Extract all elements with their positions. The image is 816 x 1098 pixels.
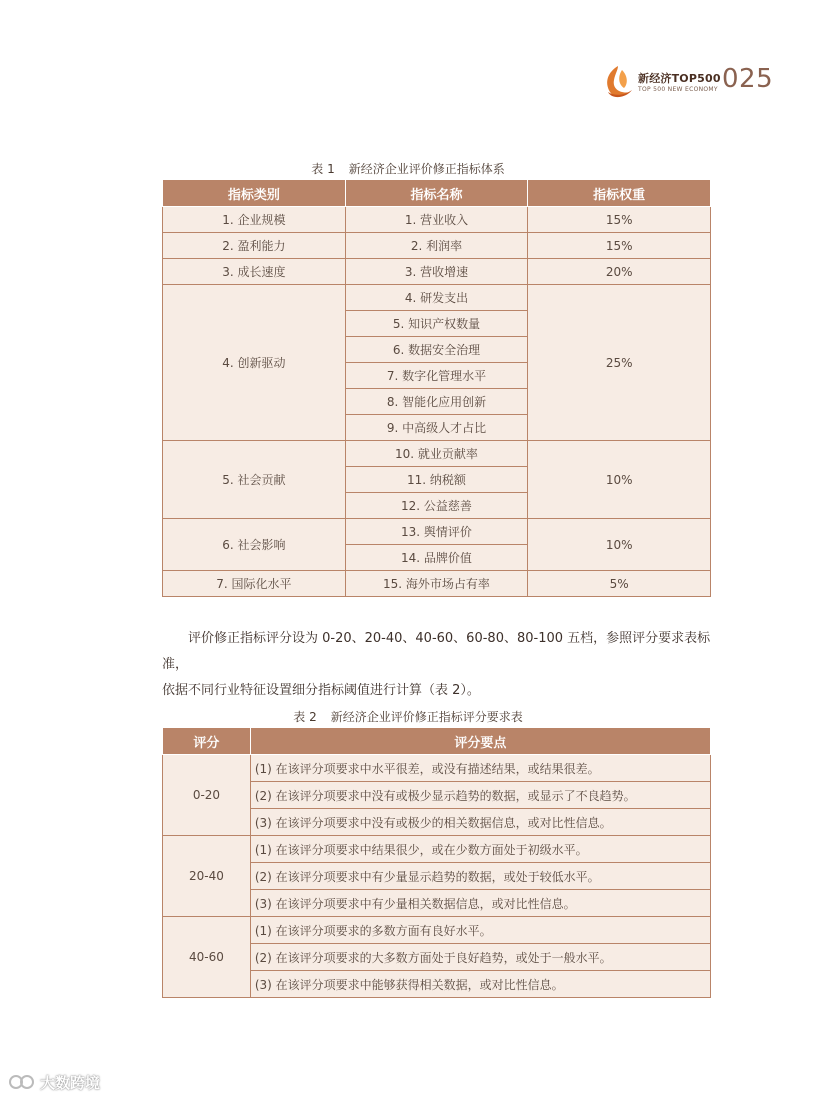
table-row bbox=[163, 441, 711, 467]
table-row bbox=[163, 285, 711, 311]
indicator-weight: 10% bbox=[528, 441, 711, 519]
table1-caption-title: 新经济企业评价修正指标体系 bbox=[348, 162, 505, 176]
watermark-text: 大数跨境 bbox=[40, 1074, 101, 1092]
column-header: 指标类别 bbox=[163, 180, 346, 207]
paragraph-line: 评价修正指标评分设为 0-20、20-40、40-60、60-80、80-100 五档，参照评分要求表标准， bbox=[162, 631, 711, 672]
scoring-point: (3) 在该评分项要求中能够获得相关数据，或对比性信息。 bbox=[250, 971, 710, 998]
indicator-category: 2. 盈利能力 bbox=[163, 233, 346, 259]
scoring-point: (3) 在该评分项要求中没有或极少的相关数据信息，或对比性信息。 bbox=[250, 809, 710, 836]
scoring-point: (1) 在该评分项要求的多数方面有良好水平。 bbox=[250, 917, 710, 944]
table-row bbox=[163, 571, 711, 597]
brand-name: 新经济TOP500 bbox=[638, 72, 721, 85]
indicator-name: 15. 海外市场占有率 bbox=[345, 571, 528, 597]
indicator-system-table bbox=[162, 179, 711, 597]
table-row bbox=[163, 755, 711, 782]
column-header: 指标名称 bbox=[345, 180, 528, 207]
table-header-row bbox=[163, 180, 711, 207]
watermark bbox=[8, 1070, 118, 1094]
body-paragraph bbox=[162, 626, 722, 704]
indicator-weight: 10% bbox=[528, 519, 711, 571]
scoring-point: (1) 在该评分项要求中结果很少，或在少数方面处于初级水平。 bbox=[250, 836, 710, 863]
scoring-point: (3) 在该评分项要求中有少量相关数据信息，或对比性信息。 bbox=[250, 890, 710, 917]
indicator-category: 5. 社会贡献 bbox=[163, 441, 346, 519]
table2-caption bbox=[0, 708, 816, 725]
table-row bbox=[163, 917, 711, 944]
indicator-name: 1. 营业收入 bbox=[345, 207, 528, 233]
column-header: 指标权重 bbox=[528, 180, 711, 207]
table-header-row bbox=[163, 728, 711, 755]
score-range: 0-20 bbox=[163, 755, 251, 836]
indicator-name: 5. 知识产权数量 bbox=[345, 311, 528, 337]
header-brand bbox=[598, 62, 798, 102]
indicator-category: 3. 成长速度 bbox=[163, 259, 346, 285]
indicator-name: 4. 研发支出 bbox=[345, 285, 528, 311]
table2-caption-number: 表 2 bbox=[293, 710, 317, 724]
indicator-name: 10. 就业贡献率 bbox=[345, 441, 528, 467]
column-header: 评分要点 bbox=[250, 728, 710, 755]
indicator-weight: 15% bbox=[528, 207, 711, 233]
table1-caption bbox=[0, 160, 816, 177]
paragraph-line: 依据不同行业特征设置细分指标阈值进行计算（表 2）。 bbox=[162, 683, 480, 698]
indicator-name: 6. 数据安全治理 bbox=[345, 337, 528, 363]
scoring-point: (1) 在该评分项要求中水平很差，或没有描述结果，或结果很差。 bbox=[250, 755, 710, 782]
watermark-logo-icon bbox=[8, 1072, 36, 1092]
score-range: 20-40 bbox=[163, 836, 251, 917]
indicator-weight: 5% bbox=[528, 571, 711, 597]
page-number: 025 bbox=[722, 64, 774, 94]
table1-caption-number: 表 1 bbox=[311, 162, 335, 176]
indicator-name: 3. 营收增速 bbox=[345, 259, 528, 285]
table2-caption-title: 新经济企业评价修正指标评分要求表 bbox=[330, 710, 523, 724]
indicator-category: 6. 社会影响 bbox=[163, 519, 346, 571]
indicator-name: 7. 数字化管理水平 bbox=[345, 363, 528, 389]
indicator-weight: 15% bbox=[528, 233, 711, 259]
indicator-name: 9. 中高级人才占比 bbox=[345, 415, 528, 441]
scoring-point: (2) 在该评分项要求中没有或极少显示趋势的数据，或显示了不良趋势。 bbox=[250, 782, 710, 809]
brand-subtitle: TOP 500 NEW ECONOMY bbox=[638, 86, 718, 93]
indicator-category: 7. 国际化水平 bbox=[163, 571, 346, 597]
column-header: 评分 bbox=[163, 728, 251, 755]
indicator-name: 12. 公益慈善 bbox=[345, 493, 528, 519]
indicator-name: 11. 纳税额 bbox=[345, 467, 528, 493]
indicator-name: 2. 利润率 bbox=[345, 233, 528, 259]
table-row bbox=[163, 207, 711, 233]
indicator-name: 8. 智能化应用创新 bbox=[345, 389, 528, 415]
scoring-point: (2) 在该评分项要求中有少量显示趋势的数据，或处于较低水平。 bbox=[250, 863, 710, 890]
indicator-category: 4. 创新驱动 bbox=[163, 285, 346, 441]
table-row bbox=[163, 836, 711, 863]
indicator-name: 13. 舆情评价 bbox=[345, 519, 528, 545]
scoring-requirements-table bbox=[162, 727, 711, 998]
flame-logo-icon bbox=[598, 62, 638, 102]
indicator-category: 1. 企业规模 bbox=[163, 207, 346, 233]
scoring-point: (2) 在该评分项要求的大多数方面处于良好趋势，或处于一般水平。 bbox=[250, 944, 710, 971]
indicator-weight: 20% bbox=[528, 259, 711, 285]
indicator-name: 14. 品牌价值 bbox=[345, 545, 528, 571]
table-row bbox=[163, 259, 711, 285]
score-range: 40-60 bbox=[163, 917, 251, 998]
table-row bbox=[163, 519, 711, 545]
indicator-weight: 25% bbox=[528, 285, 711, 441]
table-row bbox=[163, 233, 711, 259]
